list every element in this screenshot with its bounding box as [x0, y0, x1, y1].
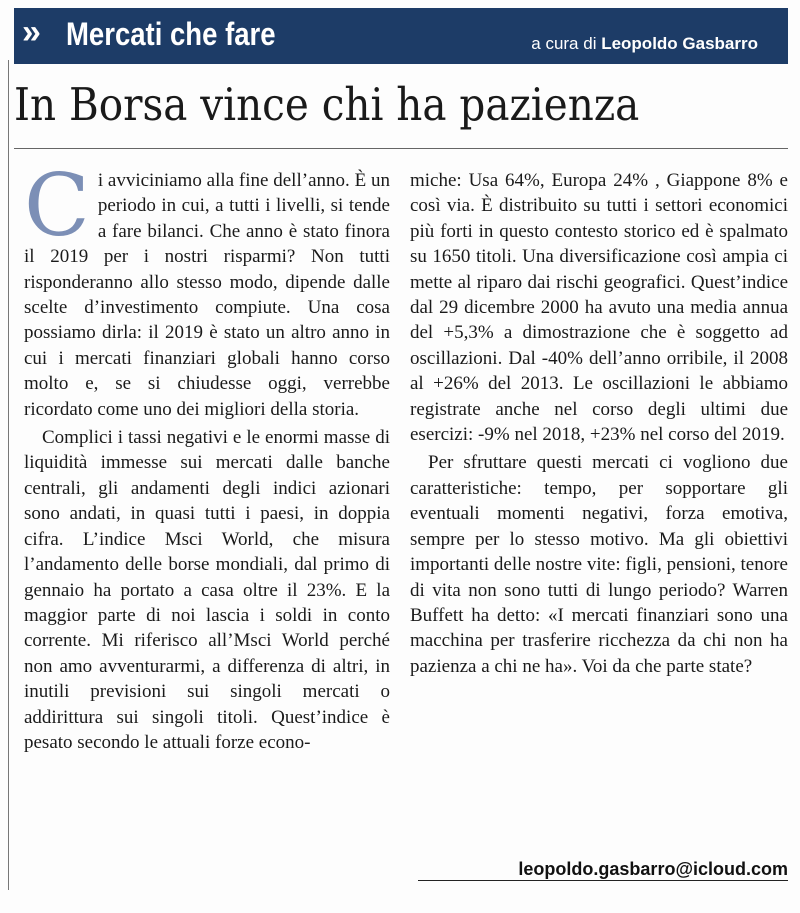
- chevron-icon: »: [22, 13, 41, 51]
- section-title: Mercati che fare: [66, 16, 276, 52]
- paragraph: Per sfruttare questi mercati ci vogliono due caratteristiche: tempo, per sopportare gli eventuali momenti negativi, forza emotiva, sempre per lo stesso motivo. Ma gli obiettivi importanti delle nostre vite: figli, pensioni, tenore di vita non sono tutti di lungo periodo? Warren Buffett ha detto: «I mercati finanziari sono una macchina per trasferire ricchezza da chi non ha pazienza a chi ne ha». Voi da che parte state?: [410, 452, 788, 677]
- byline-prefix: a cura di: [531, 34, 602, 53]
- drop-cap: C: [24, 156, 90, 256]
- byline-author: Leopoldo Gasbarro: [601, 34, 758, 53]
- paragraph: [24, 156, 390, 422]
- section-header: [14, 8, 788, 64]
- left-column: [24, 156, 390, 868]
- paragraph: Complici i tassi negativi e le enormi masse di liquidità immesse sui mercati dalle banche centrali, gli andamenti degli indici azionari sono andati, in quasi tutti i paesi, in doppia cifra. L’indice Msci World, che misura l’andamento delle borse mondiali, dal primo di gennaio ha portato a casa oltre il 23%. E la maggior parte di noi lascia i soldi in conto corrente. Mi riferisco all’Msci World perché non amo avventurarmi, a differenza di altri, in inutili previsioni sui singoli mercati o addirittura sui singoli titoli. Quest’indice è pesato secondo le attuali forze econo-: [24, 427, 390, 753]
- email-underline: [418, 880, 788, 881]
- right-column: [410, 168, 788, 868]
- paragraph: miche: Usa 64%, Europa 24% , Giappone 8% e così via. È distribuito su tutti i settori economici più forti in questo contesto storico ed è spalmato su 1650 titoli. Una diversificazione così ampia ci mette al riparo dai rischi geografici. Quest’indice dal 29 dicembre 2000 ha avuto una media annua del +5,3% a dimostrazione che è soggetto ad oscillazioni. Dal -40% dell’anno orribile, il 2008 al +26% del 2013. Le oscillazioni le abbiamo registrate anche nel corso degli ultimi due esercizi: -9% nel 2018, +23% nel corso del 2019.: [410, 170, 788, 446]
- headline: In Borsa vince chi ha pazienza: [14, 78, 640, 131]
- byline: [531, 32, 758, 56]
- left-margin-rule: [8, 60, 9, 890]
- author-email[interactable]: leopoldo.gasbarro@icloud.com: [518, 859, 788, 879]
- paragraph-text: i avviciniamo alla fine dell’anno. È un periodo in cui, a tutti i livelli, si tende a fare bilanci. Che anno è stato finora il 2019 per i nostri risparmi? Non tutti risponderanno allo stesso modo, dipende dalle scelte d’investimento compiute. Una cosa possiamo dirla: il 2019 è stato un altro anno in cui i mercati finanziari globali hanno corso molto e, se si chiudesse oggi, verrebbe ricordato come uno dei migliori della storia.: [24, 170, 390, 420]
- headline-rule: [14, 148, 788, 149]
